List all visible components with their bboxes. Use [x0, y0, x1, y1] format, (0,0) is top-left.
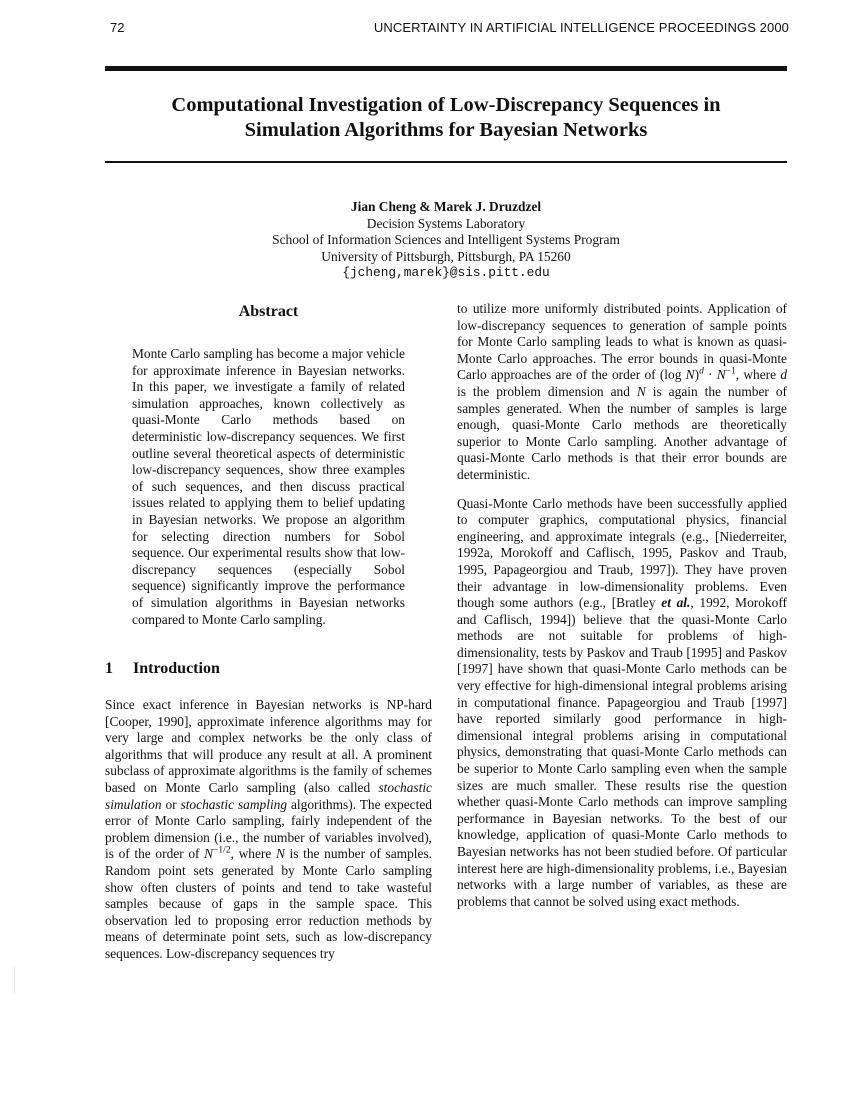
title-rule: [105, 161, 787, 163]
right-column: [457, 301, 787, 910]
text-run: , 1992, Morokoff and Caflisch, 1994]) believe that the quasi-Monte Carlo methods are not suitable for problems of high-dimensionality, tests by Paskov and Traub [1995] and Paskov [1997] have shown that quasi-Monte Carlo methods can be very effective for high-dimensional integral problems arising in computational finance. Papageorgiou and Traub [1997] have reported similarly good performance in high-dimensional integral problems arising in computational physics, demonstrating that quasi-Monte Carlo methods can be superior to Monte Carlo sampling even when the sample sizes are much smaller. These results rise the question whether quasi-Monte Carlo methods can improve sampling performance in Bayesian networks. To the best of our knowledge, application of quasi-Monte Carlo methods to Bayesian networks has not been studied before. Of particular interest here are high-dimensionality problems, i.e., Bayesian networks with a large number of variables, as these are problems that cannot be solved using exact methods.: [457, 595, 787, 909]
text-run: is the number of samples. Random point sets generated by Monte Carlo sampling show often clusters of points and tend to take wasteful samples because of gaps in the sample space. This observation led to proposing error reduction methods by means of determinate point sets, such as low-discrepancy sequences. Low-discrepancy sequences try: [105, 846, 433, 961]
author-block: [105, 199, 787, 282]
math-variable: N: [204, 846, 214, 862]
scan-margin-mark: [14, 967, 15, 993]
emphasis-term: et al.: [661, 595, 691, 611]
text-run: Quasi-Monte Carlo methods have been successfully applied to computer graphics, computational physics, financial engineering, and approximate integrals (e.g., [Niederreiter, 1992a, Morokoff and Caflisch, 1995, Paskov and Traub, 1995, Papageorgiou and Traub, 1997]). They have proven their advantage in low-dimensionality problems. Even though some authors (e.g., [Bratley: [457, 495, 787, 611]
math-exponent: −1/2: [213, 845, 231, 856]
abstract-heading: Abstract: [238, 303, 299, 320]
title-line-1: Computational Investigation of Low-Discrepancy Sequences in: [171, 94, 721, 116]
math-variable: N: [275, 846, 285, 862]
affiliation-school: School of Information Sciences and Intelligent Systems Program: [272, 232, 620, 247]
text-run: algorithms). The expected error of Monte Carlo sampling, fairly independent of the problem dimension (i.e., the number of variables involved), is of the order of: [105, 796, 432, 862]
text-run: is the problem dimension and: [457, 383, 637, 399]
right-paragraph-1: [457, 301, 787, 484]
title-line-2: Simulation Algorithms for Bayesian Networks: [244, 119, 648, 141]
abstract-text: Monte Carlo sampling has become a major vehicle for approximate inference in Bayesian networks. In this paper, we investigate a family of related simulation approaches, known collectively as quasi-Monte Carlo methods based on deterministic low-discrepancy sequences. We first outline several theoretical aspects of deterministic low-discrepancy sequences, show three examples of such sequences, and then discuss practical issues related to applying them to belief updating in Bayesian networks. We propose an algorithm for selecting direction numbers for Sobol sequence. Our experimental results show that low-discrepancy sequences (especially Sobol sequence) significantly improve the performance of simulation algorithms in Bayesian networks compared to Monte Carlo sampling.: [132, 346, 405, 627]
text-run: is again the number of samples generated. When the number of samples is large enough, quasi-Monte Carlo methods are theoretically superior to Monte Carlo sampling. Another advantage of quasi-Monte Carlo methods is that their error bounds are deterministic.: [457, 383, 787, 482]
right-paragraph-2: [457, 496, 787, 911]
header-rule: [105, 66, 787, 71]
text-run: Since exact inference in Bayesian networks is NP-hard [Cooper, 1990], approximate inference algorithms may for very large and complex networks be the only class of algorithms that will produce any result at all. A prominent subclass of approximate algorithms is the family of schemes based on Monte Carlo sampling (also called: [105, 697, 432, 796]
text-run: , where: [230, 846, 276, 862]
math-variable: N: [636, 383, 646, 399]
text-run: , where: [735, 367, 781, 383]
paper-title: [105, 93, 787, 143]
page-number: 72: [110, 20, 125, 35]
math-symbol: ·: [703, 367, 717, 383]
author-email: {jcheng,marek}@sis.pitt.edu: [342, 265, 550, 280]
math-exponent: d: [699, 366, 704, 377]
author-names: Jian Cheng & Marek J. Druzdzel: [350, 199, 542, 214]
emphasis-term: stochastic sampling: [180, 796, 288, 812]
affiliation-lab: Decision Systems Laboratory: [366, 215, 526, 231]
affiliation-university: University of Pittsburgh, Pittsburgh, PA 15260: [321, 248, 571, 264]
running-head: UNCERTAINTY IN ARTIFICIAL INTELLIGENCE PROCEEDINGS 2000: [373, 20, 789, 35]
math-exponent: −1: [725, 366, 736, 377]
section-heading-introduction: [105, 659, 432, 679]
text-run: to utilize more uniformly distributed points. Application of low-discrepancy sequences to generation of sample points for Monte Carlo sampling leads to what is known as quasi-Monte Carlo approaches. The error bounds in quasi-Monte Carlo approaches are of the order of (log: [457, 301, 787, 383]
section-number: 1: [105, 660, 113, 678]
left-column: [105, 302, 432, 963]
math-variable: N: [716, 367, 726, 383]
section-title: Introduction: [133, 660, 220, 678]
emphasis-term: stochastic simulation: [105, 780, 432, 812]
math-variable: N: [685, 367, 695, 383]
math-variable: d: [780, 367, 788, 383]
introduction-paragraph: [105, 697, 432, 963]
text-run: or: [161, 796, 181, 812]
math-symbol: ): [694, 367, 700, 383]
